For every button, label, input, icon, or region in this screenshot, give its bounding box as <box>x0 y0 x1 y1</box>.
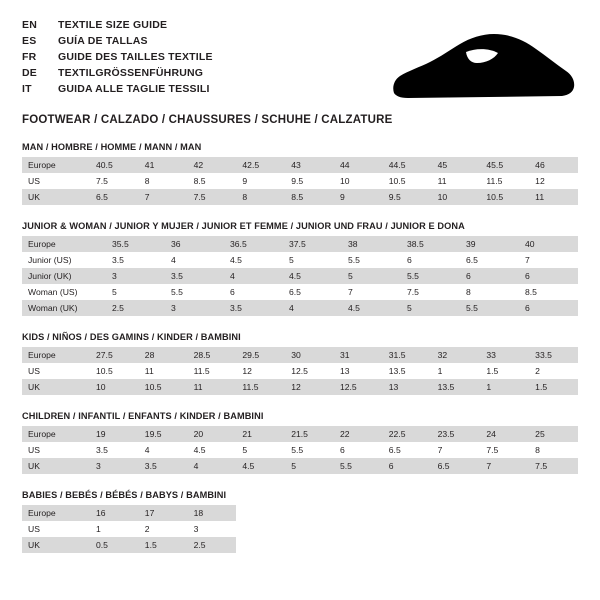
cell: 5.5 <box>401 268 460 284</box>
cell: 37.5 <box>283 236 342 252</box>
cell: 8 <box>139 173 188 189</box>
cell-empty <box>480 505 529 521</box>
section-babies <box>22 490 578 553</box>
cell: 10.5 <box>383 173 432 189</box>
table-row <box>22 426 578 442</box>
cell: 21.5 <box>285 426 334 442</box>
cell: 6 <box>519 268 578 284</box>
language-title: TEXTILGRÖSSENFÜHRUNG <box>58 67 204 79</box>
cell-empty <box>383 521 432 537</box>
cell: 32 <box>432 347 481 363</box>
cell: 4 <box>188 458 237 474</box>
cell: 7 <box>342 284 401 300</box>
cell: 28.5 <box>188 347 237 363</box>
cell: 27.5 <box>90 347 139 363</box>
cell: 1.5 <box>480 363 529 379</box>
cell: 22 <box>334 426 383 442</box>
table-row <box>22 379 578 395</box>
cell: 4 <box>165 252 224 268</box>
cell: 31 <box>334 347 383 363</box>
cell-empty <box>334 537 383 553</box>
cell: 43 <box>285 157 334 173</box>
table-row <box>22 347 578 363</box>
cell: 36.5 <box>224 236 283 252</box>
cell-empty <box>383 537 432 553</box>
row-label: US <box>22 442 90 458</box>
language-list <box>22 18 213 96</box>
section-title: KIDS / NIÑOS / DES GAMINS / KINDER / BAMBINI <box>22 332 241 342</box>
table-row <box>22 363 578 379</box>
section-title: BABIES / BEBÉS / BÉBÉS / BABYS / BAMBINI <box>22 490 227 500</box>
language-title: GUIDA ALLE TAGLIE TESSILI <box>58 83 210 95</box>
cell: 5 <box>106 284 165 300</box>
cell: 12 <box>529 173 578 189</box>
cell: 3.5 <box>165 268 224 284</box>
cell: 38.5 <box>401 236 460 252</box>
language-code: ES <box>22 35 37 47</box>
footwear-title: FOOTWEAR / CALZADO / CHAUSSURES / SCHUHE / CALZATURE <box>22 114 393 126</box>
cell: 31.5 <box>383 347 432 363</box>
row-label: Junior (US) <box>22 252 106 268</box>
cell: 19.5 <box>139 426 188 442</box>
row-label: US <box>22 173 90 189</box>
language-row <box>22 66 213 80</box>
row-label: UK <box>22 537 90 553</box>
cell: 4 <box>283 300 342 316</box>
cell-empty <box>334 505 383 521</box>
cell: 4 <box>224 268 283 284</box>
language-title: TEXTILE SIZE GUIDE <box>58 19 168 31</box>
cell-empty <box>285 505 334 521</box>
cell: 42.5 <box>236 157 285 173</box>
section-man <box>22 142 578 205</box>
cell: 8 <box>460 284 519 300</box>
cell: 10.5 <box>90 363 139 379</box>
cell: 1 <box>432 363 481 379</box>
size-table-junior-woman <box>22 236 578 316</box>
cell: 6 <box>460 268 519 284</box>
cell: 5.5 <box>342 252 401 268</box>
cell: 7.5 <box>90 173 139 189</box>
cell: 9.5 <box>383 189 432 205</box>
cell: 7.5 <box>529 458 578 474</box>
cell-empty <box>236 521 285 537</box>
cell: 8.5 <box>519 284 578 300</box>
cell: 6.5 <box>383 442 432 458</box>
cell: 1 <box>480 379 529 395</box>
cell-empty <box>236 537 285 553</box>
size-table-babies <box>22 505 578 553</box>
table-row <box>22 537 578 553</box>
cell: 6 <box>383 458 432 474</box>
cell: 7 <box>519 252 578 268</box>
row-label: Europe <box>22 426 90 442</box>
cell: 7.5 <box>188 189 237 205</box>
cell: 40.5 <box>90 157 139 173</box>
cell: 11.5 <box>236 379 285 395</box>
cell: 6 <box>334 442 383 458</box>
cell: 10 <box>90 379 139 395</box>
table-row <box>22 521 578 537</box>
cell: 13 <box>383 379 432 395</box>
language-code: FR <box>22 51 37 63</box>
row-label: US <box>22 363 90 379</box>
cell: 3 <box>165 300 224 316</box>
cell: 6.5 <box>90 189 139 205</box>
cell: 3 <box>90 458 139 474</box>
cell-empty <box>529 505 578 521</box>
cell: 6 <box>224 284 283 300</box>
cell: 1 <box>90 521 139 537</box>
cell: 5 <box>342 268 401 284</box>
cell: 7.5 <box>480 442 529 458</box>
cell: 1.5 <box>529 379 578 395</box>
cell: 7 <box>480 458 529 474</box>
section-title: CHILDREN / INFANTIL / ENFANTS / KINDER / BAMBINI <box>22 411 264 421</box>
cell: 10 <box>432 189 481 205</box>
cell: 28 <box>139 347 188 363</box>
table-row <box>22 252 578 268</box>
cell: 6.5 <box>460 252 519 268</box>
table-row <box>22 157 578 173</box>
cell: 3 <box>106 268 165 284</box>
row-label: Europe <box>22 505 90 521</box>
cell: 5.5 <box>460 300 519 316</box>
cell: 17 <box>139 505 188 521</box>
cell: 25 <box>529 426 578 442</box>
language-title: GUÍA DE TALLAS <box>58 35 148 47</box>
cell: 6 <box>401 252 460 268</box>
cell-empty <box>334 521 383 537</box>
cell: 12.5 <box>285 363 334 379</box>
cell: 7 <box>432 442 481 458</box>
cell: 36 <box>165 236 224 252</box>
table-row <box>22 173 578 189</box>
cell: 11.5 <box>188 363 237 379</box>
cell: 6.5 <box>283 284 342 300</box>
cell: 39 <box>460 236 519 252</box>
cell: 23.5 <box>432 426 481 442</box>
language-row <box>22 18 213 32</box>
cell: 38 <box>342 236 401 252</box>
table-row <box>22 458 578 474</box>
cell: 11.5 <box>480 173 529 189</box>
cell: 19 <box>90 426 139 442</box>
language-title: GUIDE DES TAILLES TEXTILE <box>58 51 213 63</box>
cell: 4.5 <box>236 458 285 474</box>
cell: 20 <box>188 426 237 442</box>
row-label: US <box>22 521 90 537</box>
cell: 13.5 <box>432 379 481 395</box>
cell: 4 <box>139 442 188 458</box>
cell: 8.5 <box>285 189 334 205</box>
cell: 13 <box>334 363 383 379</box>
cell: 13.5 <box>383 363 432 379</box>
table-row <box>22 300 578 316</box>
size-table-kids <box>22 347 578 395</box>
cell: 6 <box>519 300 578 316</box>
cell-empty <box>236 505 285 521</box>
cell: 46 <box>529 157 578 173</box>
cell: 9 <box>334 189 383 205</box>
language-code: IT <box>22 83 32 95</box>
cell: 11 <box>432 173 481 189</box>
cell-empty <box>480 537 529 553</box>
cell: 11 <box>529 189 578 205</box>
cell: 2.5 <box>188 537 237 553</box>
section-children <box>22 411 578 474</box>
cell: 12.5 <box>334 379 383 395</box>
cell: 3.5 <box>139 458 188 474</box>
cell: 10 <box>334 173 383 189</box>
cell-empty <box>432 505 481 521</box>
cell: 11 <box>188 379 237 395</box>
cell: 10.5 <box>139 379 188 395</box>
cell: 5.5 <box>285 442 334 458</box>
cell: 41 <box>139 157 188 173</box>
cell: 0.5 <box>90 537 139 553</box>
cell: 4.5 <box>342 300 401 316</box>
cell: 3.5 <box>90 442 139 458</box>
row-label: UK <box>22 458 90 474</box>
row-label: Woman (UK) <box>22 300 106 316</box>
table-row <box>22 268 578 284</box>
cell: 9.5 <box>285 173 334 189</box>
cell: 35.5 <box>106 236 165 252</box>
language-row <box>22 82 213 96</box>
cell-empty <box>285 537 334 553</box>
cell: 5.5 <box>165 284 224 300</box>
cell: 5 <box>236 442 285 458</box>
cell: 5 <box>401 300 460 316</box>
cell: 8.5 <box>188 173 237 189</box>
cell: 16 <box>90 505 139 521</box>
cell: 30 <box>285 347 334 363</box>
section-title: MAN / HOMBRE / HOMME / MANN / MAN <box>22 142 202 152</box>
cell: 3.5 <box>224 300 283 316</box>
cell: 2.5 <box>106 300 165 316</box>
cell: 1.5 <box>139 537 188 553</box>
cell-empty <box>529 521 578 537</box>
row-label: UK <box>22 189 90 205</box>
table-row <box>22 189 578 205</box>
cell: 44.5 <box>383 157 432 173</box>
row-label: Europe <box>22 157 90 173</box>
table-row <box>22 236 578 252</box>
row-label: Woman (US) <box>22 284 106 300</box>
cell: 3 <box>188 521 237 537</box>
dress-shoe-icon <box>386 30 576 110</box>
cell: 9 <box>236 173 285 189</box>
cell: 2 <box>139 521 188 537</box>
cell: 5.5 <box>334 458 383 474</box>
cell: 21 <box>236 426 285 442</box>
size-table-children <box>22 426 578 474</box>
cell: 12 <box>285 379 334 395</box>
cell: 33 <box>480 347 529 363</box>
language-row <box>22 50 213 64</box>
cell: 8 <box>529 442 578 458</box>
cell-empty <box>383 505 432 521</box>
cell: 3.5 <box>106 252 165 268</box>
size-table-man <box>22 157 578 205</box>
header <box>22 18 578 96</box>
row-label: UK <box>22 379 90 395</box>
cell: 7.5 <box>401 284 460 300</box>
language-row <box>22 34 213 48</box>
cell: 18 <box>188 505 237 521</box>
cell: 45.5 <box>480 157 529 173</box>
cell: 4.5 <box>283 268 342 284</box>
table-row <box>22 284 578 300</box>
cell: 45 <box>432 157 481 173</box>
cell: 2 <box>529 363 578 379</box>
cell: 4.5 <box>224 252 283 268</box>
table-row <box>22 505 578 521</box>
cell: 12 <box>236 363 285 379</box>
row-label: Europe <box>22 347 90 363</box>
cell-empty <box>285 521 334 537</box>
section-kids <box>22 332 578 395</box>
cell: 4.5 <box>188 442 237 458</box>
cell: 29.5 <box>236 347 285 363</box>
section-junior-woman <box>22 221 578 316</box>
section-title: JUNIOR & WOMAN / JUNIOR Y MUJER / JUNIOR ET FEMME / JUNIOR UND FRAU / JUNIOR E DONA <box>22 221 465 231</box>
cell-empty <box>480 521 529 537</box>
cell-empty <box>529 537 578 553</box>
cell: 42 <box>188 157 237 173</box>
cell: 5 <box>283 252 342 268</box>
cell: 6.5 <box>432 458 481 474</box>
cell: 33.5 <box>529 347 578 363</box>
cell: 24 <box>480 426 529 442</box>
cell: 44 <box>334 157 383 173</box>
cell-empty <box>432 537 481 553</box>
row-label: Europe <box>22 236 106 252</box>
cell: 22.5 <box>383 426 432 442</box>
cell: 40 <box>519 236 578 252</box>
language-code: DE <box>22 67 37 79</box>
row-label: Junior (UK) <box>22 268 106 284</box>
table-row <box>22 442 578 458</box>
cell-empty <box>432 521 481 537</box>
cell: 5 <box>285 458 334 474</box>
cell: 7 <box>139 189 188 205</box>
cell: 8 <box>236 189 285 205</box>
language-code: EN <box>22 19 37 31</box>
cell: 10.5 <box>480 189 529 205</box>
cell: 11 <box>139 363 188 379</box>
